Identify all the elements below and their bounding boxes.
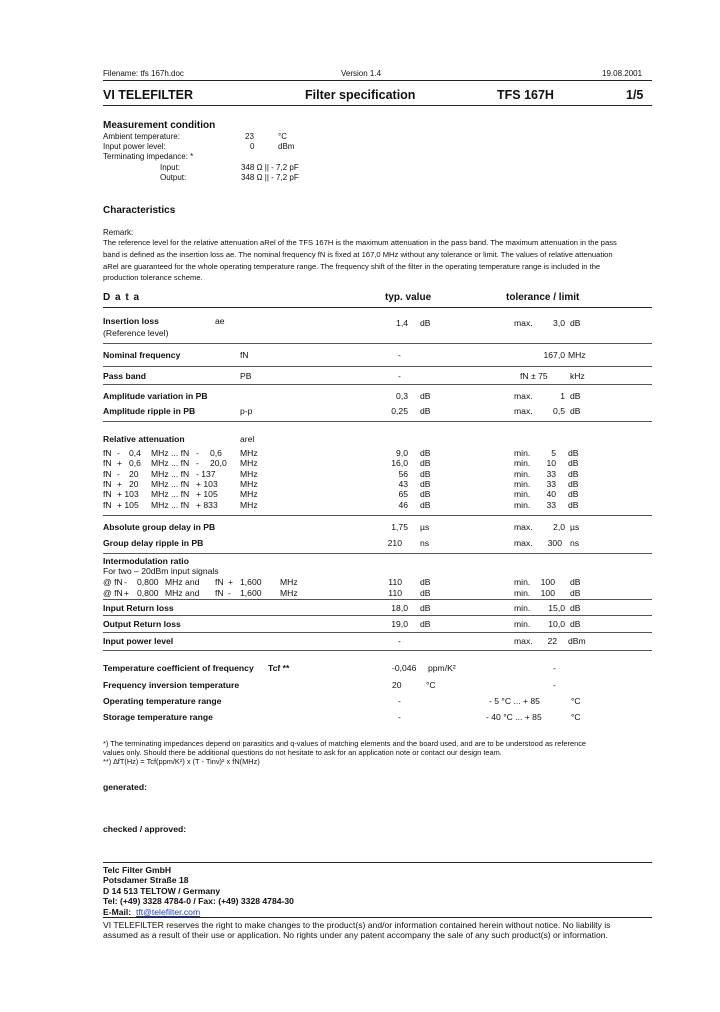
footer-bottom-rule bbox=[103, 917, 652, 918]
ra-a: 0,4 bbox=[129, 448, 141, 458]
ra-limit-unit: dB bbox=[568, 458, 579, 469]
tc-typ: -0,046 bbox=[392, 663, 417, 673]
ra-limit: min. bbox=[514, 489, 531, 500]
im-f2: fN bbox=[215, 577, 224, 587]
company-street: Potsdamer Straße 18 bbox=[103, 875, 189, 885]
av-limit-value: 1 bbox=[560, 391, 565, 401]
ipl-limit-value: 22 bbox=[547, 636, 557, 646]
im-unit-mhz: MHz bbox=[280, 587, 298, 598]
output-value: 348 Ω || - 7,2 pF bbox=[241, 173, 299, 182]
fit-limit: - bbox=[553, 680, 556, 690]
ra-f1: fN bbox=[103, 458, 112, 469]
ra-limit: min. bbox=[514, 458, 531, 469]
im-limit-unit: dB bbox=[570, 587, 581, 598]
ra-b: MHz ... fN bbox=[151, 448, 190, 458]
ra-unit: dB bbox=[420, 468, 431, 479]
nf-label: Nominal frequency bbox=[103, 350, 181, 360]
remark-line-2: band is defined as the insertion loss ae. The nominal frequency fN is fixed at 167,0 MHz without any tolerance or limit. The values of relative attenuation bbox=[103, 250, 613, 259]
ra-limit-value: 5 bbox=[551, 448, 556, 458]
ra-op1: - bbox=[117, 468, 120, 479]
version: Version 1.4 bbox=[341, 69, 382, 78]
orl-unit: dB bbox=[420, 619, 431, 629]
agd-unit: µs bbox=[420, 522, 430, 532]
ra-typ: 16,0 bbox=[391, 458, 408, 469]
ra-op1: + 103 bbox=[117, 489, 139, 500]
tolerance-column-header: tolerance / limit bbox=[506, 292, 580, 303]
ra-f1: fN bbox=[103, 478, 112, 489]
il-label: Insertion loss bbox=[103, 316, 159, 326]
row-rule bbox=[103, 650, 652, 651]
str-label: Storage temperature range bbox=[103, 712, 213, 722]
ra-label: Relative attenuation bbox=[103, 434, 185, 444]
footer-rule bbox=[103, 862, 652, 863]
ra-op2: - bbox=[196, 448, 199, 458]
table-header-rule bbox=[103, 307, 652, 308]
irl-limit-unit: dB bbox=[570, 603, 581, 613]
ipl-limit-unit: dBm bbox=[568, 636, 586, 646]
im-limit-value: 100 bbox=[540, 587, 555, 598]
pb-limit-value: fN ± 75 bbox=[520, 371, 548, 381]
remark-line-4: production tolerance scheme. bbox=[103, 273, 203, 282]
orl-limit: min. bbox=[514, 619, 531, 629]
nf-limit-value: 167,0 bbox=[543, 350, 565, 360]
im-op: + bbox=[124, 587, 130, 598]
im-limit-unit: dB bbox=[570, 577, 581, 587]
gdr-unit: ns bbox=[420, 538, 430, 548]
av-label: Amplitude variation in PB bbox=[103, 391, 208, 401]
pb-typ: - bbox=[398, 371, 401, 381]
ra-f1: fN bbox=[103, 448, 112, 458]
otr-limit: - 5 °C ... + 85 bbox=[489, 696, 540, 706]
im-typ: 110 bbox=[388, 587, 402, 598]
disclaimer-line-1: VI TELEFILTER reserves the right to make changes to the product(s) and/or information contained herein without notice. No liability is bbox=[103, 920, 611, 930]
row-rule bbox=[103, 366, 652, 367]
ra-unit-mhz: MHz bbox=[240, 448, 258, 458]
ra-unit: dB bbox=[420, 478, 431, 489]
typ-column-header: typ. value bbox=[385, 292, 432, 303]
ra-limit-value: 33 bbox=[546, 478, 556, 489]
ra-a: 0,6 bbox=[129, 458, 141, 469]
ra-limit-value: 40 bbox=[546, 489, 556, 500]
ipl-limit: max. bbox=[514, 636, 533, 646]
im-v2: 1,600 bbox=[240, 577, 262, 587]
fit-label: Frequency inversion temperature bbox=[103, 680, 240, 690]
im-limit: min. bbox=[514, 587, 531, 598]
irl-unit: dB bbox=[420, 603, 431, 613]
ra-op2: - bbox=[196, 458, 199, 469]
characteristics-heading: Characteristics bbox=[103, 205, 176, 216]
av-unit: dB bbox=[420, 391, 431, 401]
ra-symbol: arel bbox=[240, 434, 255, 444]
ra-unit: dB bbox=[420, 499, 431, 510]
av-limit-unit: dB bbox=[570, 391, 581, 401]
ra-limit: min. bbox=[514, 468, 531, 479]
irl-typ: 18,0 bbox=[391, 603, 408, 613]
ra-limit: min. bbox=[514, 499, 531, 510]
pb-label: Pass band bbox=[103, 371, 146, 381]
im-sublabel: For two – 20dBm input signals bbox=[103, 566, 219, 576]
orl-typ: 19,0 bbox=[391, 619, 408, 629]
ra-limit: min. bbox=[514, 448, 531, 458]
ar-limit-unit: dB bbox=[570, 406, 581, 416]
str-limit: - 40 °C ... + 85 bbox=[486, 712, 542, 722]
doc-date: 19.08.2001 bbox=[602, 69, 643, 78]
tc-unit: ppm/K² bbox=[428, 663, 456, 673]
ar-limit: max. bbox=[514, 406, 533, 416]
ipl-typ: - bbox=[398, 636, 401, 646]
ra-typ: 9,0 bbox=[396, 448, 408, 458]
orl-label: Output Return loss bbox=[103, 619, 181, 629]
ra-c: 20,0 bbox=[210, 458, 227, 469]
gdr-limit: max. bbox=[514, 538, 533, 548]
orl-limit-unit: dB bbox=[570, 619, 581, 629]
power-label: Input power level: bbox=[103, 142, 166, 151]
page-number: 1/5 bbox=[626, 88, 644, 102]
ra-unit-mhz: MHz bbox=[240, 499, 258, 510]
ra-limit-value: 33 bbox=[546, 499, 556, 510]
nf-symbol: fN bbox=[240, 350, 249, 360]
ra-limit-unit: dB bbox=[568, 468, 579, 479]
gdr-typ: 210 bbox=[387, 538, 402, 548]
tc-label: Temperature coefficient of frequency bbox=[103, 663, 254, 673]
ra-op2: + 105 bbox=[196, 489, 218, 500]
ipl-label: Input power level bbox=[103, 636, 174, 646]
agd-limit-unit: µs bbox=[570, 522, 580, 532]
orl-limit-value: 10,0 bbox=[548, 619, 565, 629]
tc-symbol: Tcf ** bbox=[268, 663, 290, 673]
row-rule bbox=[103, 421, 652, 422]
row-rule bbox=[103, 632, 652, 633]
remark-label: Remark: bbox=[103, 228, 134, 237]
disclaimer-line-2: assumed as a result of their use or application. No rights under any patent accompany the sale of any such product(s) or information. bbox=[103, 930, 608, 940]
fit-typ: 20 bbox=[392, 680, 402, 690]
ra-b: MHz ... fN bbox=[151, 478, 190, 489]
ra-op2: + 833 bbox=[196, 499, 218, 510]
av-limit: max. bbox=[514, 391, 533, 401]
otr-label: Operating temperature range bbox=[103, 696, 222, 706]
im-mid: MHz and bbox=[165, 577, 200, 587]
header-rule bbox=[103, 80, 652, 81]
title-rule bbox=[103, 105, 652, 106]
note-2: **) ∆fT(Hz) = Tcf(ppm/K²) x (T - Tinv)² x fN(MHz) bbox=[103, 757, 260, 766]
im-unit: dB bbox=[420, 577, 431, 587]
power-value: 0 bbox=[250, 142, 255, 151]
ra-limit-unit: dB bbox=[568, 489, 579, 500]
otr-typ: - bbox=[398, 696, 401, 706]
ra-unit-mhz: MHz bbox=[240, 468, 258, 479]
ar-label: Amplitude ripple in PB bbox=[103, 406, 196, 416]
im-pre: @ fN bbox=[103, 587, 123, 598]
row-rule bbox=[103, 599, 652, 600]
gdr-label: Group delay ripple in PB bbox=[103, 538, 204, 548]
generated-label: generated: bbox=[103, 782, 147, 792]
otr-limit-unit: °C bbox=[571, 696, 581, 706]
email-link[interactable]: tft@telefilter.com bbox=[136, 907, 201, 917]
ra-limit-unit: dB bbox=[568, 499, 579, 510]
im-typ: 110 bbox=[388, 577, 402, 587]
ambient-unit: °C bbox=[278, 132, 287, 141]
fit-unit: °C bbox=[426, 680, 436, 690]
gdr-limit-value: 300 bbox=[547, 538, 562, 548]
ar-symbol: p-p bbox=[240, 406, 253, 416]
ra-typ: 46 bbox=[398, 499, 408, 510]
input-label: Input: bbox=[160, 163, 181, 172]
ra-a: 20 bbox=[129, 478, 139, 489]
note-1b: values only. Should there be additional questions do not hesitate to ask for an application note or contact our design team. bbox=[103, 748, 502, 757]
il-limit: max. bbox=[514, 318, 533, 328]
company-phone: Tel: (+49) 3328 4784-0 / Fax: (+49) 3328 4784-30 bbox=[103, 896, 294, 906]
str-limit-unit: °C bbox=[571, 712, 581, 722]
il-sublabel: (Reference level) bbox=[103, 328, 169, 338]
ra-b: MHz ... fN bbox=[151, 489, 190, 500]
ra-unit: dB bbox=[420, 448, 431, 458]
term-label: Terminating impedance: * bbox=[103, 152, 194, 161]
ra-limit-unit: dB bbox=[568, 448, 579, 458]
ra-unit-mhz: MHz bbox=[240, 489, 258, 500]
row-rule bbox=[103, 515, 652, 516]
note-1a: *) The terminating impedances depend on parasitics and q-values of matching elements and the board used, and are to be understood as reference bbox=[103, 739, 587, 748]
im-label: Intermodulation ratio bbox=[103, 556, 189, 566]
il-limit-value: 3,0 bbox=[553, 318, 565, 328]
ra-unit: dB bbox=[420, 458, 431, 469]
ar-typ: 0,25 bbox=[391, 406, 408, 416]
ra-unit-mhz: MHz bbox=[240, 478, 258, 489]
ambient-value: 23 bbox=[245, 132, 254, 141]
ra-limit-unit: dB bbox=[568, 478, 579, 489]
power-unit: dBm bbox=[278, 142, 295, 151]
agd-limit: max. bbox=[514, 522, 533, 532]
company-city: D 14 513 TELTOW / Germany bbox=[103, 886, 221, 896]
im-limit-value: 100 bbox=[540, 577, 555, 587]
il-typ: 1,4 bbox=[396, 318, 408, 328]
im-v1: 0,800 bbox=[137, 587, 159, 598]
im-unit-mhz: MHz bbox=[280, 577, 298, 587]
ra-f1: fN bbox=[103, 489, 112, 500]
ra-f1: fN bbox=[103, 468, 112, 479]
im-unit: dB bbox=[420, 587, 431, 598]
irl-limit: min. bbox=[514, 603, 531, 613]
agd-label: Absolute group delay in PB bbox=[103, 522, 216, 532]
im-op2: + bbox=[228, 577, 234, 587]
brand: VI TELEFILTER bbox=[103, 88, 194, 102]
output-label: Output: bbox=[160, 173, 187, 182]
ar-limit-value: 0,5 bbox=[553, 406, 565, 416]
im-pre: @ fN bbox=[103, 577, 123, 587]
pb-symbol: PB bbox=[240, 371, 252, 381]
nf-typ: - bbox=[398, 350, 401, 360]
im-v2: 1,600 bbox=[240, 587, 262, 598]
email-label: E-Mail: bbox=[103, 907, 132, 917]
measurement-heading: Measurement condition bbox=[103, 120, 216, 131]
input-value: 348 Ω || - 7,2 pF bbox=[241, 163, 299, 172]
irl-label: Input Return loss bbox=[103, 603, 174, 613]
agd-limit-value: 2,0 bbox=[553, 522, 565, 532]
company-name: Telc Filter GmbH bbox=[103, 865, 172, 875]
ra-limit-value: 10 bbox=[546, 458, 556, 469]
im-f2: fN bbox=[215, 587, 224, 598]
remark-line-1: The reference level for the relative attenuation aRel of the TFS 167H is the maximum attenuation in the pass band. The maximum attenuation in the pass bbox=[103, 238, 617, 247]
ra-b: MHz ... fN bbox=[151, 458, 190, 469]
nf-limit-unit: MHz bbox=[568, 350, 586, 360]
ra-typ: 65 bbox=[398, 489, 408, 500]
av-typ: 0,3 bbox=[396, 391, 408, 401]
row-rule bbox=[103, 343, 652, 344]
im-op: - bbox=[124, 577, 127, 587]
ra-limit: min. bbox=[514, 478, 531, 489]
part-number: TFS 167H bbox=[497, 88, 554, 102]
tc-limit: - bbox=[553, 663, 556, 673]
ra-a: 20 bbox=[129, 468, 139, 479]
ra-typ: 43 bbox=[398, 478, 408, 489]
gdr-limit-unit: ns bbox=[570, 538, 580, 548]
ra-f1: fN bbox=[103, 499, 112, 510]
ra-typ: 56 bbox=[398, 468, 408, 479]
ra-op2: - 137 bbox=[196, 468, 216, 479]
data-column-header: D a t a bbox=[103, 292, 141, 303]
ra-op1: + 105 bbox=[117, 499, 139, 510]
il-unit: dB bbox=[420, 318, 431, 328]
im-v1: 0,800 bbox=[137, 577, 159, 587]
filename: Filename: tfs 167h.doc bbox=[103, 69, 184, 78]
agd-typ: 1,75 bbox=[391, 522, 408, 532]
ar-unit: dB bbox=[420, 406, 431, 416]
ra-op1: - bbox=[117, 448, 120, 458]
row-rule bbox=[103, 384, 652, 385]
il-symbol: ae bbox=[215, 316, 225, 326]
str-typ: - bbox=[398, 712, 401, 722]
ra-b: MHz ... fN bbox=[151, 468, 190, 479]
ra-op1: + bbox=[117, 458, 123, 469]
ra-b: MHz ... fN bbox=[151, 499, 190, 510]
doc-title: Filter specification bbox=[305, 88, 416, 102]
ra-op2: + 103 bbox=[196, 478, 218, 489]
ra-unit: dB bbox=[420, 489, 431, 500]
ambient-label: Ambient temperature: bbox=[103, 132, 180, 141]
ra-unit-mhz: MHz bbox=[240, 458, 258, 469]
pb-limit-unit: kHz bbox=[570, 371, 585, 381]
row-rule bbox=[103, 615, 652, 616]
checked-label: checked / approved: bbox=[103, 824, 187, 834]
irl-limit-value: 15,0 bbox=[548, 603, 565, 613]
im-op2: - bbox=[228, 587, 231, 598]
ra-limit-value: 33 bbox=[546, 468, 556, 479]
ra-c: 0,6 bbox=[210, 448, 222, 458]
il-limit-unit: dB bbox=[570, 318, 581, 328]
im-limit: min. bbox=[514, 577, 531, 587]
remark-line-3: aRel are guaranteed for the whole operating temperature range. The frequency shift of the filter in the operating temperature range is included in the bbox=[103, 262, 601, 271]
row-rule bbox=[103, 553, 652, 554]
ra-op1: + bbox=[117, 478, 123, 489]
im-mid: MHz and bbox=[165, 587, 200, 598]
